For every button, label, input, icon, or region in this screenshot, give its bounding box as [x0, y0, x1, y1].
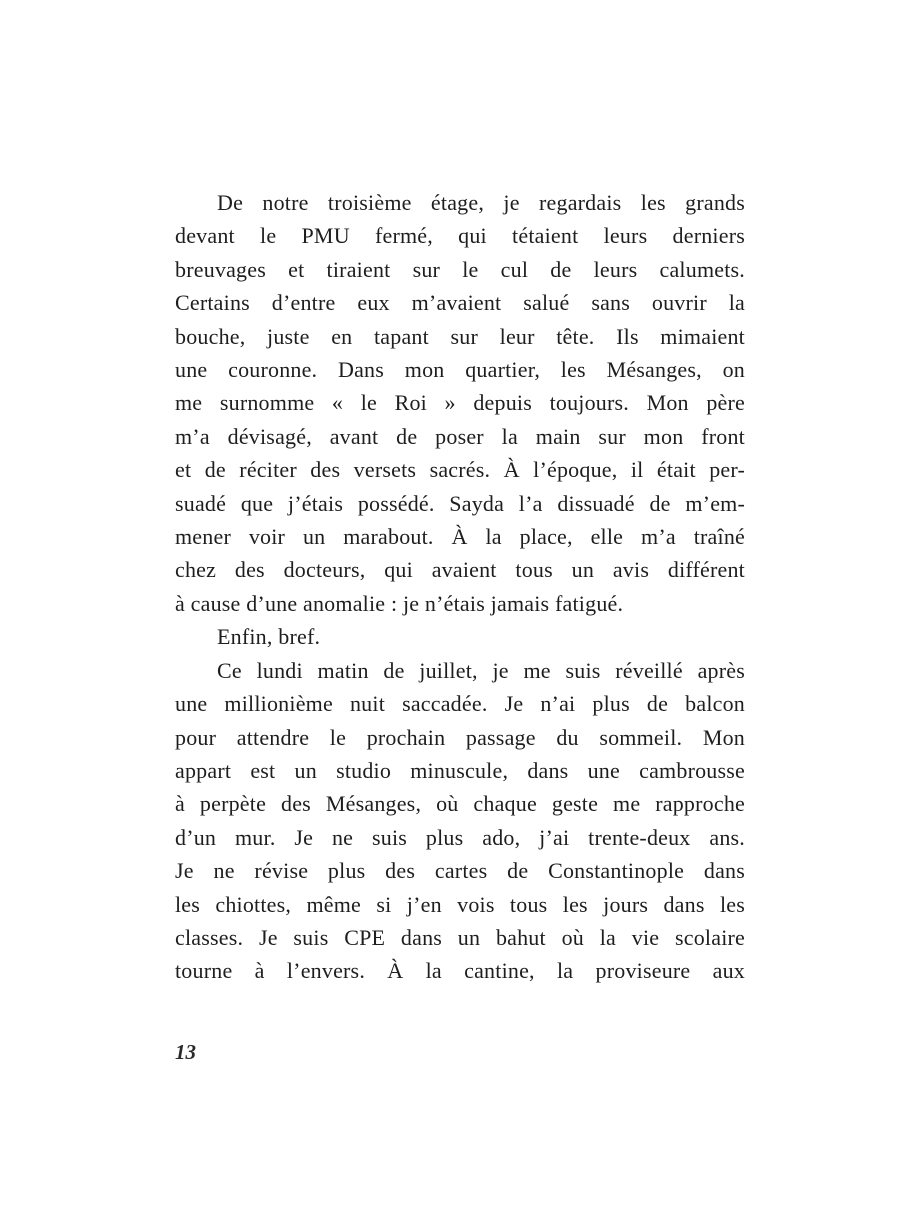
text-line: me surnomme « le Roi » depuis toujours. Mon père — [175, 390, 745, 416]
page-number: 13 — [175, 1040, 196, 1064]
text-line: Ce lundi matin de juillet, je me suis réveillé après — [217, 657, 745, 683]
paragraph-3 — [175, 654, 745, 988]
text-line: chez des docteurs, qui avaient tous un avis différent — [175, 557, 745, 583]
text-line: une millionième nuit saccadée. Je n’ai plus de balcon — [175, 691, 745, 717]
text-line: devant le PMU fermé, qui tétaient leurs derniers — [175, 223, 745, 249]
text-line: tourne à l’envers. À la cantine, la proviseure aux — [175, 958, 745, 984]
text-line: bouche, juste en tapant sur leur tête. Ils mimaient — [175, 323, 745, 349]
paragraph-1 — [175, 186, 745, 620]
text-line: breuvages et tiraient sur le cul de leurs calumets. — [175, 256, 745, 282]
text-line: à perpète des Mésanges, où chaque geste me rapproche — [175, 791, 745, 817]
text-line: appart est un studio minuscule, dans une cambrousse — [175, 757, 745, 783]
text-line: Je ne révise plus des cartes de Constantinople dans — [175, 858, 745, 884]
text-line: Enfin, bref. — [217, 624, 321, 650]
text-line: à cause d’une anomalie : je n’étais jamais fatigué. — [175, 590, 624, 616]
text-line: d’un mur. Je ne suis plus ado, j’ai trente-deux ans. — [175, 824, 745, 850]
text-line: mener voir un marabout. À la place, elle m’a traîné — [175, 524, 745, 550]
paragraph-2 — [175, 620, 745, 653]
text-line: pour attendre le prochain passage du sommeil. Mon — [175, 724, 745, 750]
text-line: classes. Je suis CPE dans un bahut où la vie scolaire — [175, 924, 745, 950]
text-block — [175, 186, 745, 988]
text-line: De notre troisième étage, je regardais les grands — [217, 190, 745, 215]
text-line: et de réciter des versets sacrés. À l’époque, il était per- — [175, 457, 745, 483]
text-line: m’a dévisagé, avant de poser la main sur mon front — [175, 423, 745, 449]
text-line: Certains d’entre eux m’avaient salué sans ouvrir la — [175, 290, 745, 316]
text-line: les chiottes, même si j’en vois tous les jours dans les — [175, 891, 745, 917]
text-line: une couronne. Dans mon quartier, les Mésanges, on — [175, 357, 745, 383]
text-line: suadé que j’étais possédé. Sayda l’a dissuadé de m’em- — [175, 490, 745, 516]
